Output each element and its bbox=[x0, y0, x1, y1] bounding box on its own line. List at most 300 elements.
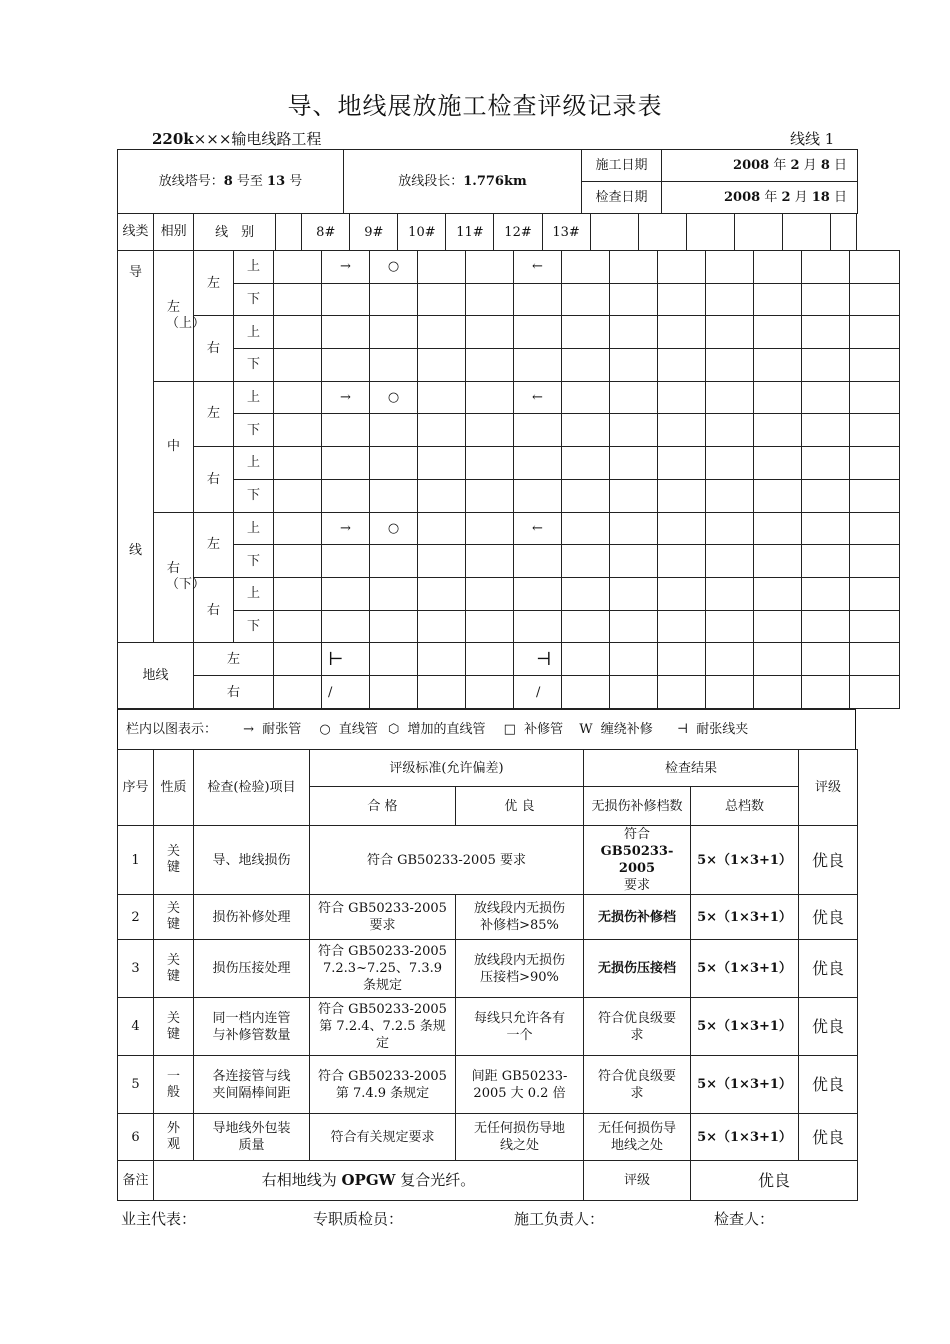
grid-cell bbox=[274, 479, 322, 512]
grid-cell bbox=[706, 479, 754, 512]
conductor-label: 导 线 bbox=[118, 251, 154, 643]
grid-cell bbox=[658, 349, 706, 382]
grid-cell bbox=[658, 577, 706, 610]
legend-label: 直线管 bbox=[338, 722, 378, 737]
grid-cell bbox=[514, 610, 562, 643]
grid-cell bbox=[754, 414, 802, 447]
grid-cell bbox=[274, 545, 322, 578]
row-result: 符合 GB50233-2005 要求 bbox=[584, 826, 691, 895]
grid-cell bbox=[514, 316, 562, 349]
side-label: 左 bbox=[194, 251, 234, 316]
grid-cell: / bbox=[514, 676, 562, 709]
grid-cell bbox=[418, 414, 466, 447]
grid-cell bbox=[610, 676, 658, 709]
row-pass-standard: 符合 GB50233-2005 7.2.3~7.25、7.3.9 条规定 bbox=[310, 940, 456, 998]
grid-cell bbox=[706, 577, 754, 610]
straight-tube-icon: ○ bbox=[319, 722, 331, 737]
grid-cell bbox=[370, 610, 418, 643]
grid-cell bbox=[802, 676, 850, 709]
grid-cell bbox=[850, 381, 900, 414]
grid-cell bbox=[466, 414, 514, 447]
grid-cell bbox=[802, 349, 850, 382]
grid-cell bbox=[322, 610, 370, 643]
grid-cell bbox=[610, 414, 658, 447]
grid-cell bbox=[850, 316, 900, 349]
grid-cell bbox=[514, 414, 562, 447]
row-total: 5×（1×3+1） bbox=[691, 998, 799, 1056]
legend-label: 耐张管 bbox=[262, 722, 302, 737]
grid-cell bbox=[610, 283, 658, 316]
row-total: 5×（1×3+1） bbox=[691, 940, 799, 998]
grid-cell bbox=[466, 512, 514, 545]
row-result: 符合优良级要求 bbox=[584, 1056, 691, 1114]
grid-cell bbox=[754, 283, 802, 316]
row-nature: 关键 bbox=[154, 895, 194, 940]
grid-cell bbox=[370, 349, 418, 382]
grid-cell bbox=[658, 545, 706, 578]
tower-header-cell bbox=[276, 214, 302, 251]
grid-cell bbox=[610, 381, 658, 414]
grid-cell bbox=[514, 545, 562, 578]
grid-cell bbox=[658, 381, 706, 414]
remark-grade: 优良 bbox=[691, 1161, 858, 1201]
up-down-label: 上 bbox=[234, 381, 274, 414]
grid-cell bbox=[706, 610, 754, 643]
line-label-header: 线 别 bbox=[194, 214, 276, 251]
grid-cell bbox=[370, 676, 418, 709]
grid-cell bbox=[466, 283, 514, 316]
grid-cell: ○ bbox=[370, 381, 418, 414]
grid-cell bbox=[274, 676, 322, 709]
build-date: 2008 年 2 月 8 日 bbox=[662, 150, 858, 182]
row-nature: 关键 bbox=[154, 998, 194, 1056]
grid-cell bbox=[754, 577, 802, 610]
build-date-label: 施工日期 bbox=[582, 150, 662, 182]
up-down-label: 下 bbox=[234, 610, 274, 643]
grid-cell: → bbox=[322, 512, 370, 545]
standard-header: 评级标准(允许偏差) bbox=[310, 750, 584, 787]
grid-cell bbox=[562, 610, 610, 643]
row-number: 4 bbox=[118, 998, 154, 1056]
grid-cell bbox=[610, 643, 658, 676]
tower-header-cell: 8# bbox=[302, 214, 350, 251]
grid-cell bbox=[802, 512, 850, 545]
row-number: 3 bbox=[118, 940, 154, 998]
grid-cell bbox=[850, 643, 900, 676]
up-down-label: 下 bbox=[234, 545, 274, 578]
row-item: 损伤压接处理 bbox=[194, 940, 310, 998]
row-item: 同一档内连管与补修管数量 bbox=[194, 998, 310, 1056]
grid-cell bbox=[514, 577, 562, 610]
check-date: 2008 年 2 月 18 日 bbox=[662, 182, 858, 214]
grid-cell bbox=[754, 349, 802, 382]
phase-label: 左（上） bbox=[154, 251, 194, 382]
grid-cell bbox=[562, 349, 610, 382]
grid-cell bbox=[466, 479, 514, 512]
up-down-label: 上 bbox=[234, 512, 274, 545]
ground-side-label: 右 bbox=[194, 676, 274, 709]
tower-header-cell bbox=[638, 214, 686, 251]
grid-cell bbox=[466, 316, 514, 349]
grid-cell bbox=[274, 381, 322, 414]
grid-cell bbox=[274, 283, 322, 316]
page-title: 导、地线展放施工检查评级记录表 bbox=[287, 92, 663, 120]
grid-cell bbox=[418, 381, 466, 414]
row-pass-standard: 符合 GB50233-2005 第 7.2.4、7.2.5 条规定 bbox=[310, 998, 456, 1056]
row-pass-standard: 符合 GB50233-2005 第 7.4.9 条规定 bbox=[310, 1056, 456, 1114]
phase-label: 右（下） bbox=[154, 512, 194, 643]
grid-cell bbox=[658, 610, 706, 643]
grid-cell bbox=[610, 251, 658, 284]
grid-cell bbox=[850, 676, 900, 709]
header-table bbox=[117, 149, 858, 214]
grid-cell: ← bbox=[514, 381, 562, 414]
side-label: 右 bbox=[194, 577, 234, 642]
grid-cell bbox=[658, 676, 706, 709]
row-number: 1 bbox=[118, 826, 154, 895]
grid-cell: → bbox=[322, 381, 370, 414]
row-total: 5×（1×3+1） bbox=[691, 826, 799, 895]
row-grade: 优良 bbox=[799, 1114, 858, 1161]
grid-cell bbox=[610, 545, 658, 578]
up-down-label: 上 bbox=[234, 447, 274, 480]
grid-cell bbox=[850, 512, 900, 545]
tower-header-cell bbox=[782, 214, 830, 251]
grid-cell bbox=[706, 349, 754, 382]
row-grade: 优良 bbox=[799, 826, 858, 895]
grid-cell bbox=[754, 316, 802, 349]
line-type-header: 线类 bbox=[118, 214, 154, 251]
total-header: 总档数 bbox=[691, 787, 799, 826]
ground-label: 地线 bbox=[118, 643, 194, 709]
grid-cell bbox=[658, 447, 706, 480]
table-row bbox=[118, 895, 858, 940]
grid-cell bbox=[322, 545, 370, 578]
grid-cell bbox=[466, 447, 514, 480]
grid-cell bbox=[274, 447, 322, 480]
project-name: 220k×××输电线路工程 bbox=[152, 130, 322, 148]
grid-cell bbox=[706, 545, 754, 578]
added-straight-tube-icon: ⬡ bbox=[388, 722, 400, 737]
grid-cell bbox=[562, 577, 610, 610]
grid-cell: ○ bbox=[370, 512, 418, 545]
line-number: 线线 1 bbox=[790, 130, 835, 148]
grid-cell bbox=[850, 447, 900, 480]
grid-cell bbox=[274, 414, 322, 447]
grid-cell bbox=[418, 610, 466, 643]
grid-cell bbox=[562, 283, 610, 316]
grid-cell bbox=[562, 512, 610, 545]
grid-cell bbox=[370, 414, 418, 447]
remark-label: 备注 bbox=[118, 1161, 154, 1201]
grid-cell bbox=[850, 414, 900, 447]
legend-intro: 栏内以图表示： bbox=[126, 722, 218, 737]
row-total: 5×（1×3+1） bbox=[691, 1056, 799, 1114]
grid-cell bbox=[370, 577, 418, 610]
grid-cell bbox=[850, 610, 900, 643]
conductor-grid bbox=[117, 250, 900, 709]
side-label: 左 bbox=[194, 381, 234, 446]
grid-cell bbox=[850, 251, 900, 284]
row-standard: 符合 GB50233-2005 要求 bbox=[310, 826, 584, 895]
grid-cell bbox=[274, 512, 322, 545]
ground-side-label: 左 bbox=[194, 643, 274, 676]
grid-cell bbox=[610, 512, 658, 545]
row-item: 损伤补修处理 bbox=[194, 895, 310, 940]
grid-cell bbox=[754, 479, 802, 512]
table-row bbox=[118, 1114, 858, 1161]
tower-header-cell: 12# bbox=[494, 214, 542, 251]
grid-cell bbox=[562, 447, 610, 480]
grid-cell bbox=[802, 447, 850, 480]
side-label: 左 bbox=[194, 512, 234, 577]
grid-cell bbox=[610, 447, 658, 480]
row-item: 各连接管与线夹间隔棒间距 bbox=[194, 1056, 310, 1114]
grid-cell bbox=[754, 610, 802, 643]
grid-cell bbox=[610, 479, 658, 512]
grid-cell bbox=[322, 349, 370, 382]
side-label: 右 bbox=[194, 316, 234, 381]
remark-grade-label: 评级 bbox=[584, 1161, 691, 1201]
grid-cell bbox=[418, 447, 466, 480]
grid-cell bbox=[274, 643, 322, 676]
tower-range: 放线塔号：8 号至 13 号 bbox=[118, 150, 344, 214]
grid-cell bbox=[610, 610, 658, 643]
grid-cell bbox=[514, 349, 562, 382]
row-number: 5 bbox=[118, 1056, 154, 1114]
grid-cell bbox=[418, 251, 466, 284]
grid-cell bbox=[274, 349, 322, 382]
table-row bbox=[118, 940, 858, 998]
grid-cell bbox=[322, 577, 370, 610]
grid-cell bbox=[706, 316, 754, 349]
grid-cell bbox=[706, 643, 754, 676]
table-row bbox=[118, 998, 858, 1056]
grade-header: 评级 bbox=[799, 750, 858, 826]
result-header: 检查结果 bbox=[584, 750, 799, 787]
tension-clamp-icon: ⊣ bbox=[676, 722, 689, 737]
seq-header: 序号 bbox=[118, 750, 154, 826]
row-result: 符合优良级要求 bbox=[584, 998, 691, 1056]
legend-label: 补修管 bbox=[524, 722, 564, 737]
tension-tube-icon: → bbox=[243, 722, 255, 737]
remark-text: 右相地线为 OPGW 复合光纤。 bbox=[154, 1161, 584, 1201]
grid-cell bbox=[322, 447, 370, 480]
item-header: 检查(检验)项目 bbox=[194, 750, 310, 826]
grid-cell bbox=[754, 676, 802, 709]
row-nature: 外观 bbox=[154, 1114, 194, 1161]
grid-cell bbox=[466, 545, 514, 578]
grid-cell bbox=[370, 447, 418, 480]
grid-cell: ← bbox=[514, 251, 562, 284]
tower-header-cell bbox=[686, 214, 734, 251]
grid-cell bbox=[322, 414, 370, 447]
grid-cell: ⊢ bbox=[322, 643, 370, 676]
grid-cell bbox=[418, 283, 466, 316]
checker-signature: 检查人： bbox=[714, 1210, 775, 1228]
grid-cell bbox=[274, 251, 322, 284]
grid-cell bbox=[706, 447, 754, 480]
row-grade: 优良 bbox=[799, 998, 858, 1056]
legend bbox=[117, 709, 856, 749]
grid-cell bbox=[802, 610, 850, 643]
grid-cell bbox=[658, 643, 706, 676]
grid-cell bbox=[850, 577, 900, 610]
grid-cell bbox=[802, 577, 850, 610]
row-result: 无损伤补修档 bbox=[584, 895, 691, 940]
grid-cell bbox=[850, 479, 900, 512]
row-number: 2 bbox=[118, 895, 154, 940]
grid-cell bbox=[658, 251, 706, 284]
grid-cell bbox=[562, 381, 610, 414]
up-down-label: 下 bbox=[234, 283, 274, 316]
grid-cell: → bbox=[322, 251, 370, 284]
row-pass-standard: 符合有关规定要求 bbox=[310, 1114, 456, 1161]
grid-cell bbox=[802, 414, 850, 447]
legend-label: 耐张线夹 bbox=[696, 722, 749, 737]
phase-label: 中 bbox=[154, 381, 194, 512]
row-good-standard: 间距 GB50233-2005 大 0.2 倍 bbox=[456, 1056, 584, 1114]
row-nature: 关键 bbox=[154, 940, 194, 998]
grid-cell bbox=[322, 283, 370, 316]
tower-header-cell: 10# bbox=[398, 214, 446, 251]
grid-cell bbox=[466, 251, 514, 284]
grid-cell bbox=[802, 479, 850, 512]
up-down-label: 上 bbox=[234, 577, 274, 610]
grid-cell bbox=[562, 316, 610, 349]
grid-cell bbox=[658, 512, 706, 545]
grid-cell bbox=[322, 316, 370, 349]
tower-header-cell: 13# bbox=[542, 214, 590, 251]
grid-cell bbox=[466, 577, 514, 610]
grid-cell bbox=[706, 381, 754, 414]
grid-cell bbox=[610, 577, 658, 610]
grid-cell bbox=[850, 283, 900, 316]
grid-header-table bbox=[117, 213, 857, 251]
grid-cell bbox=[754, 251, 802, 284]
grid-cell bbox=[706, 414, 754, 447]
grid-cell bbox=[658, 479, 706, 512]
legend-label: 缠绕补修 bbox=[600, 722, 653, 737]
grid-cell bbox=[418, 643, 466, 676]
grid-cell bbox=[418, 316, 466, 349]
grid-cell bbox=[610, 349, 658, 382]
grid-cell bbox=[418, 577, 466, 610]
grid-cell bbox=[754, 643, 802, 676]
grid-cell bbox=[562, 251, 610, 284]
grid-cell bbox=[418, 512, 466, 545]
repair-tube-icon: □ bbox=[503, 722, 516, 737]
grid-cell bbox=[802, 381, 850, 414]
grid-cell bbox=[850, 545, 900, 578]
grid-cell: ○ bbox=[370, 251, 418, 284]
grid-cell bbox=[562, 414, 610, 447]
grid-cell bbox=[754, 381, 802, 414]
wrap-repair-icon: W bbox=[579, 722, 593, 737]
grid-cell bbox=[802, 643, 850, 676]
grid-cell bbox=[706, 283, 754, 316]
grid-cell bbox=[850, 349, 900, 382]
up-down-label: 下 bbox=[234, 479, 274, 512]
grid-cell bbox=[802, 251, 850, 284]
side-label: 右 bbox=[194, 447, 234, 512]
grid-cell bbox=[418, 676, 466, 709]
row-nature: 关键 bbox=[154, 826, 194, 895]
grid-cell bbox=[562, 676, 610, 709]
grid-cell bbox=[466, 676, 514, 709]
row-total: 5×（1×3+1） bbox=[691, 895, 799, 940]
tower-header-cell bbox=[590, 214, 638, 251]
grid-cell bbox=[322, 479, 370, 512]
grid-cell bbox=[658, 414, 706, 447]
grid-cell bbox=[370, 643, 418, 676]
tower-header-cell: 11# bbox=[446, 214, 494, 251]
tower-header-cell: 9# bbox=[350, 214, 398, 251]
segment-length: 放线段长：1.776km bbox=[344, 150, 582, 214]
grid-cell: ⊣ bbox=[514, 643, 562, 676]
row-good-standard: 放线段内无损伤压接档>90% bbox=[456, 940, 584, 998]
good-header: 优 良 bbox=[456, 787, 584, 826]
grid-cell bbox=[514, 283, 562, 316]
grid-cell bbox=[418, 545, 466, 578]
row-good-standard: 每线只允许各有一个 bbox=[456, 998, 584, 1056]
grid-cell bbox=[274, 577, 322, 610]
table-row bbox=[118, 826, 858, 895]
grid-cell bbox=[514, 447, 562, 480]
tower-header-cell bbox=[734, 214, 782, 251]
nature-header: 性质 bbox=[154, 750, 194, 826]
grid-cell bbox=[802, 283, 850, 316]
tower-header-cell bbox=[830, 214, 856, 251]
check-date-label: 检查日期 bbox=[582, 182, 662, 214]
row-grade: 优良 bbox=[799, 1056, 858, 1114]
grid-cell bbox=[418, 479, 466, 512]
no-damage-header: 无损伤补修档数 bbox=[584, 787, 691, 826]
leader-signature: 施工负责人： bbox=[514, 1210, 605, 1228]
grid-cell bbox=[706, 676, 754, 709]
grid-cell bbox=[418, 349, 466, 382]
row-item: 导、地线损伤 bbox=[194, 826, 310, 895]
grid-cell: / bbox=[322, 676, 370, 709]
grid-cell: ← bbox=[514, 512, 562, 545]
row-pass-standard: 符合 GB50233-2005 要求 bbox=[310, 895, 456, 940]
grid-cell bbox=[514, 479, 562, 512]
grid-cell bbox=[466, 349, 514, 382]
up-down-label: 下 bbox=[234, 414, 274, 447]
grid-cell bbox=[274, 316, 322, 349]
grid-cell bbox=[754, 447, 802, 480]
legend-label: 增加的直线管 bbox=[407, 722, 486, 737]
up-down-label: 上 bbox=[234, 251, 274, 284]
row-good-standard: 放线段内无损伤补修档>85% bbox=[456, 895, 584, 940]
grid-cell bbox=[370, 479, 418, 512]
table-row bbox=[118, 1056, 858, 1114]
phase-header: 相别 bbox=[154, 214, 194, 251]
grid-cell bbox=[706, 512, 754, 545]
grid-cell bbox=[658, 283, 706, 316]
grid-cell bbox=[802, 316, 850, 349]
row-nature: 一般 bbox=[154, 1056, 194, 1114]
grid-cell bbox=[562, 479, 610, 512]
row-grade: 优良 bbox=[799, 940, 858, 998]
row-good-standard: 无任何损伤导地线之处 bbox=[456, 1114, 584, 1161]
grid-cell bbox=[706, 251, 754, 284]
grid-cell bbox=[466, 381, 514, 414]
grid-cell bbox=[370, 316, 418, 349]
owner-signature: 业主代表： bbox=[121, 1210, 197, 1228]
evaluation-table bbox=[117, 749, 858, 1201]
row-number: 6 bbox=[118, 1114, 154, 1161]
